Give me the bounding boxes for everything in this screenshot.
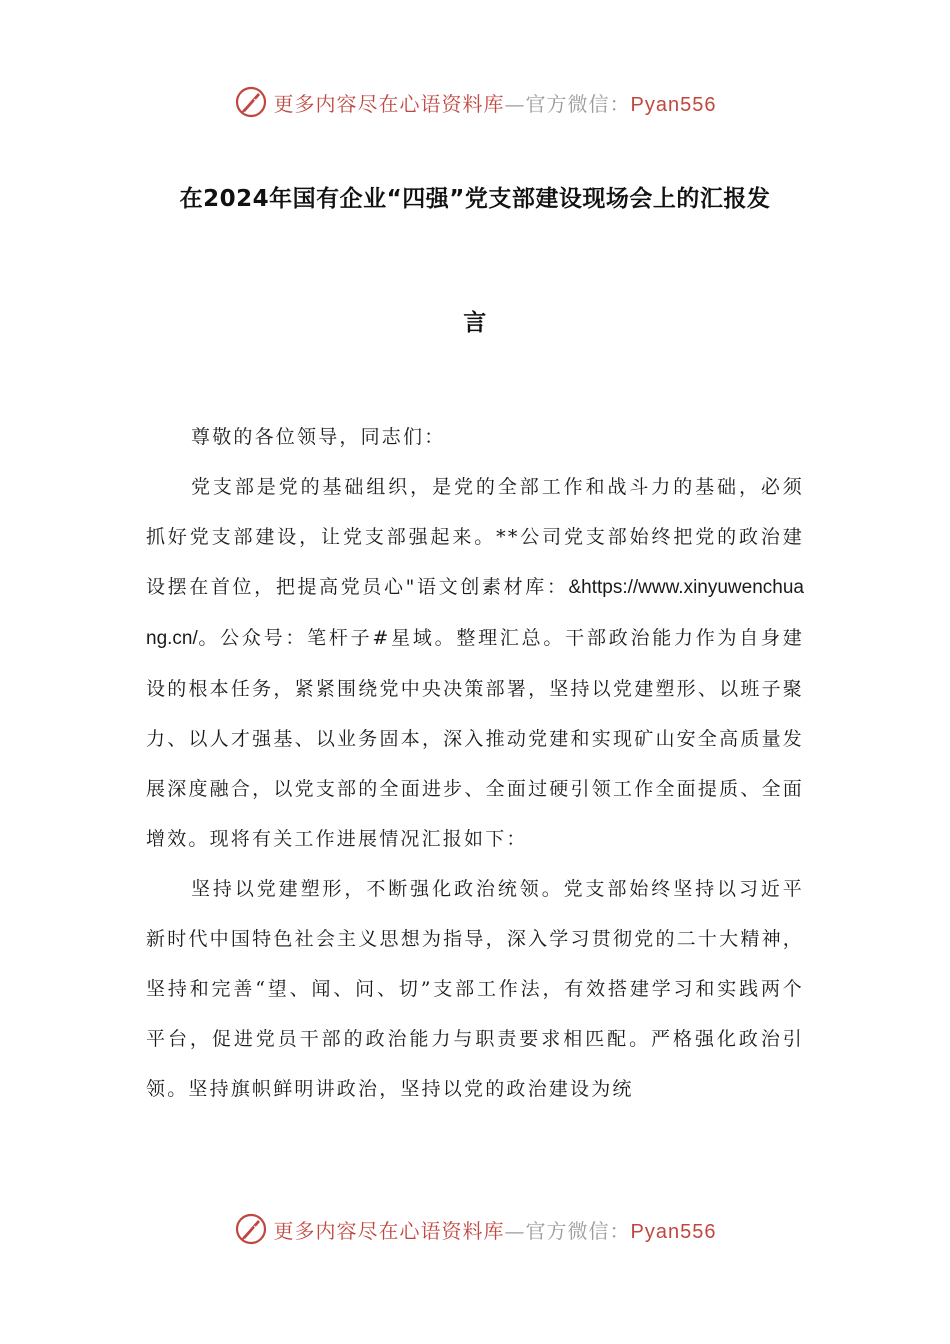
banner-main-text: 更多内容尽在心语资料库 bbox=[273, 91, 505, 116]
banner-suffix-text: —官方微信： bbox=[504, 1218, 631, 1243]
salutation: 尊敬的各位领导，同志们： bbox=[191, 426, 446, 448]
quill-logo-icon bbox=[234, 85, 268, 119]
paragraph-1-url: &https://www.xinyuwenchuang.cn/ bbox=[146, 577, 804, 649]
quill-logo-icon bbox=[234, 1212, 268, 1246]
paragraph-1 bbox=[146, 462, 804, 864]
banner-wechat-id: Pyan556 bbox=[630, 93, 717, 116]
document-title-line-1: 在2024年国有企业“四强”党支部建设现场会上的汇报发 bbox=[179, 186, 771, 212]
paragraph-1-part-1: 党支部是党的基础组织，是党的全部工作和战斗力的基础，必须抓好党支部建设，让党支部强起来。**公司党支部始终把党的政治建设摆在首位，把提高党员心"语文创素材库： bbox=[146, 476, 804, 598]
footer-watermark-banner bbox=[0, 1209, 950, 1249]
document-body bbox=[146, 412, 804, 1114]
banner-main-text: 更多内容尽在心语资料库 bbox=[273, 1218, 505, 1243]
banner-wechat-id: Pyan556 bbox=[630, 1220, 717, 1243]
banner-text bbox=[274, 1215, 717, 1244]
paragraph-2: 坚持以党建塑形，不断强化政治统领。党支部始终坚持以习近平新时代中国特色社会主义思想为指导，深入学习贯彻党的二十大精神，坚持和完善“望、闻、问、切”支部工作法，有效搭建学习和实践两个平台，促进党员干部的政治能力与职责要求相匹配。严格强化政治引领。坚持旗帜鲜明讲政治，坚持以党的政治建设为统 bbox=[146, 878, 804, 1100]
document-title-line-2: 言 bbox=[463, 310, 487, 336]
header-watermark-banner bbox=[0, 82, 950, 122]
banner-suffix-text: —官方微信： bbox=[504, 91, 631, 116]
banner-text bbox=[274, 88, 717, 117]
paragraph-1-part-2: 。公众号：笔杆子#星域。整理汇总。干部政治能力作为自身建设的根本任务，紧紧围绕党中央决策部署，坚持以党建塑形、以班子聚力、以人才强基、以业务固本，深入推动党建和实现矿山安全高质量发展深度融合，以党支部的全面进步、全面过硬引领工作全面提质、全面增效。现将有关工作进展情况汇报如下： bbox=[146, 627, 804, 850]
